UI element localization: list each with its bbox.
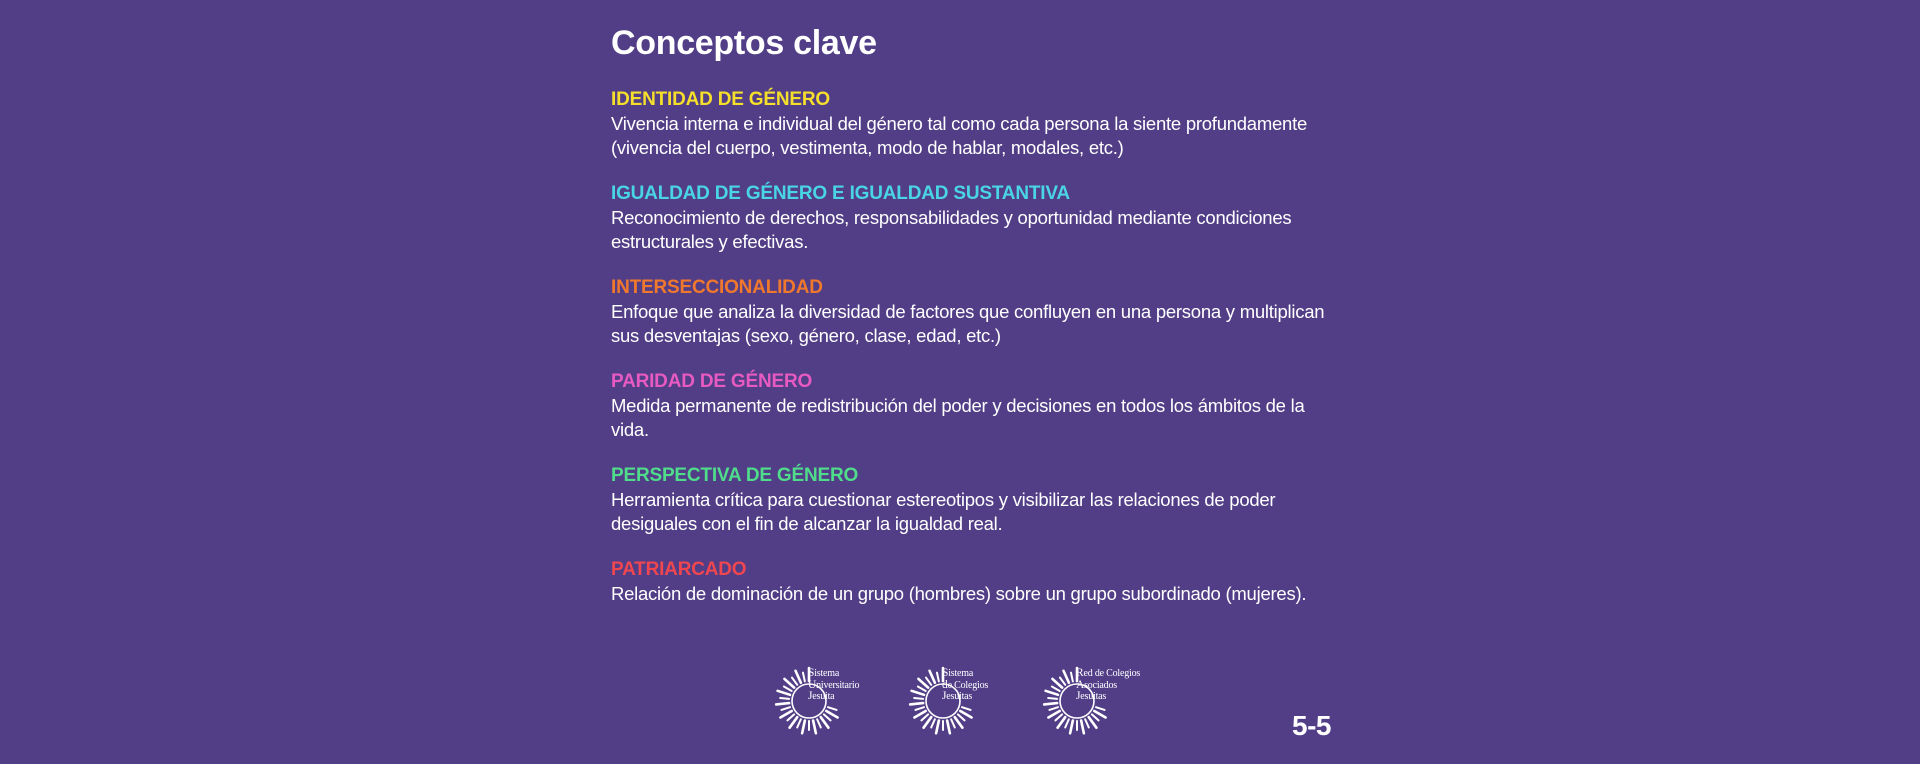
concept-term: IGUALDAD DE GÉNERO E IGUALDAD SUSTANTIVA [611, 183, 1070, 204]
concept-term: PATRIARCADO [611, 559, 747, 580]
concept-term: PERSPECTIVA DE GÉNERO [611, 465, 859, 486]
slide-title: Conceptos clave [611, 24, 877, 62]
logo-text-line: Jesuita [808, 690, 835, 702]
concept-item [611, 558, 1331, 652]
concept-item [611, 88, 1331, 182]
concept-term: PARIDAD DE GÉNERO [611, 371, 813, 392]
logo-text-line: Universitario [808, 678, 860, 691]
logo-text [808, 668, 859, 703]
concept-definition: Enfoque que analiza la diversidad de factores que confluyen en una persona y multiplican sus desventajas (sexo, género, clase, edad, etc.) [611, 301, 1325, 346]
logo-text-line: Jesuitas [1076, 690, 1107, 702]
slide [611, 0, 1331, 764]
logo-text [942, 668, 988, 703]
concept-term: IDENTIDAD DE GÉNERO [611, 89, 830, 110]
logo-sistema-de-colegios-jesuitas [908, 664, 1018, 740]
concept-definition: Vivencia interna e individual del género tal como cada persona la siente profundamente (vivencia del cuerpo, vestimenta, modo de hablar, modales, etc.) [611, 113, 1308, 158]
logo-text-line: Sistema [808, 667, 840, 679]
concept-item [611, 370, 1331, 464]
logo-text [1076, 668, 1140, 703]
concept-term: INTERSECCIONALIDAD [611, 277, 823, 298]
logo-text-line: Sistema [942, 667, 974, 679]
concept-item [611, 182, 1331, 276]
logo-text-line: Asociados [1076, 678, 1117, 691]
concept-definition: Relación de dominación de un grupo (hombres) sobre un grupo subordinado (mujeres). [611, 583, 1307, 604]
logo-red-de-colegios-asociados-jesuitas [1042, 664, 1152, 740]
concept-definition: Reconocimiento de derechos, responsabilidades y oportunidad mediante condiciones estructurales y efectivas. [611, 207, 1292, 252]
logo-text-line: Red de Colegios [1076, 667, 1141, 679]
concepts-list [611, 88, 1331, 652]
concept-definition: Medida permanente de redistribución del poder y decisiones en todos los ámbitos de la vida. [611, 395, 1305, 440]
concept-item [611, 464, 1331, 558]
logo-text-line: de Colegios [942, 678, 989, 691]
page-number: 5-5 [1292, 710, 1331, 741]
concept-item [611, 276, 1331, 370]
concept-definition: Herramienta crítica para cuestionar estereotipos y visibilizar las relaciones de poder desiguales con el fin de alcanzar la igualdad real. [611, 489, 1276, 534]
logo-text-line: Jesuitas [942, 690, 973, 702]
logo-sistema-universitario-jesuita [774, 664, 884, 740]
logos-row [774, 664, 1152, 740]
